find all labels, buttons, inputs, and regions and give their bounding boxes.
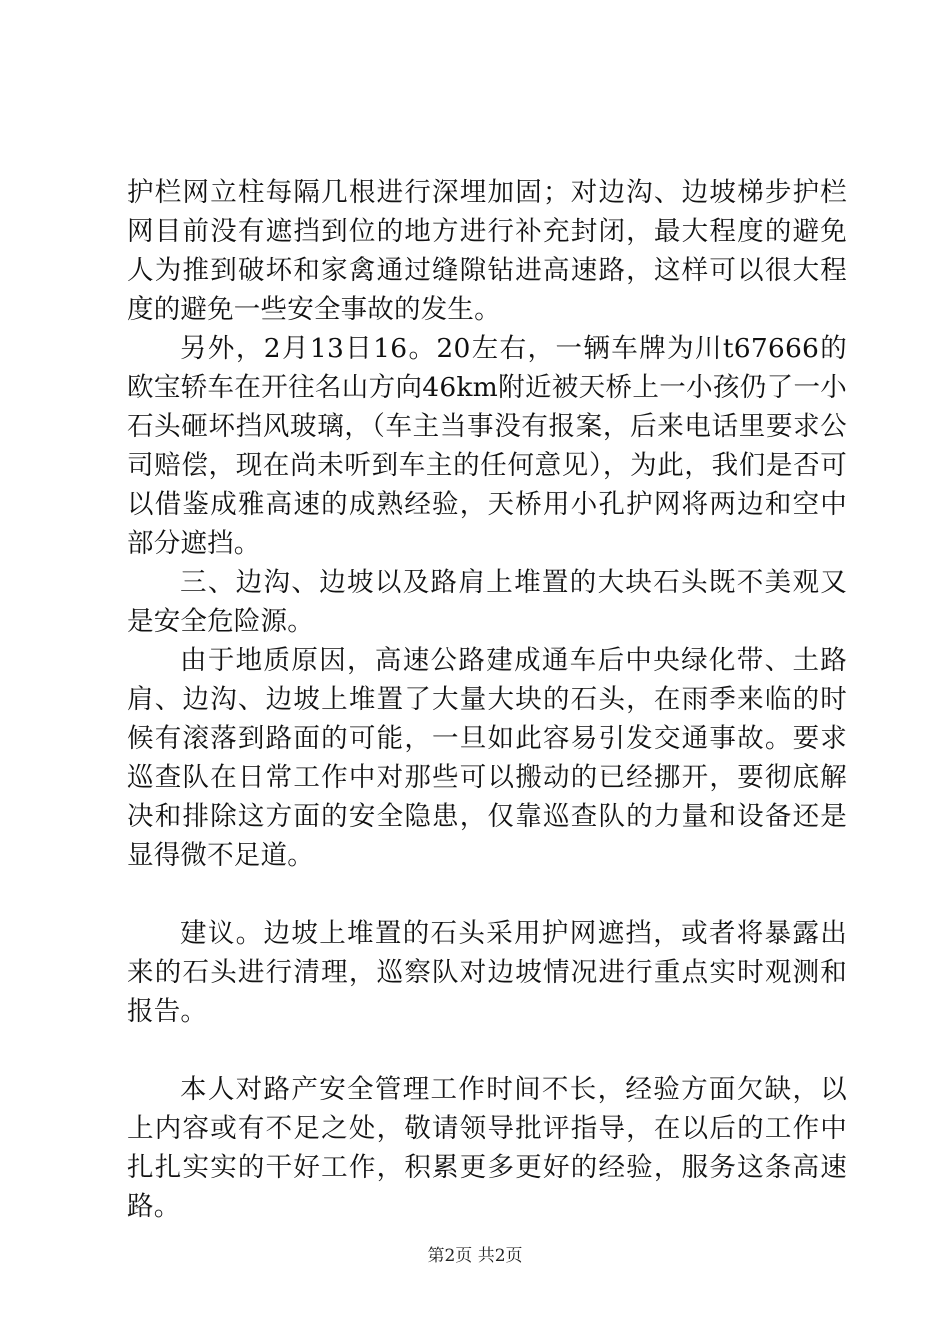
paragraph-windshield-incident: 另外，2月13日16。20左右，一辆车牌为川t67666的欧宝轿车在开往名山方向46km附近被天桥上一小孩仍了一小石头砸坏挡风玻璃，（车主当事没有报案，后来电话里要求公司赔偿，现在尚未听到车主的任何意见），为此，我们是否可以借鉴成雅高速的成熟经验，天桥用小孔护网将两边和空中部分遮挡。 xyxy=(127,333,847,559)
paragraph-closing: 本人对路产安全管理工作时间不长，经验方面欠缺，以上内容或有不足之处，敬请领导批评指导，在以后的工作中扎扎实实的干好工作，积累更多更好的经验，服务这条高速路。 xyxy=(127,1074,847,1222)
paragraph-stone-hazard: 由于地质原因，高速公路建成通车后中央绿化带、土路肩、边沟、边坡上堆置了大量大块的石头，在雨季来临的时候有滚落到路面的可能，一旦如此容易引发交通事故。要求巡查队在日常工作中对那些可以搬动的已经挪开，要彻底解决和排除这方面的安全隐患，仅靠巡查队的力量和设备还是显得微不足道。 xyxy=(127,645,847,871)
page-number-footer: 第2页 共2页 xyxy=(427,1246,523,1266)
paragraph-spacer xyxy=(127,1031,847,1070)
paragraph-spacer xyxy=(127,875,847,914)
paragraph-suggestion: 建议。边坡上堆置的石头采用护网遮挡，或者将暴露出来的石头进行清理，巡察队对边坡情况进行重点实时观测和报告。 xyxy=(127,918,847,1027)
paragraph-guardrail-reinforcement: 护栏网立柱每隔几根进行深埋加固；对边沟、边坡梯步护栏网目前没有遮挡到位的地方进行补充封闭，最大程度的避免人为推到破坏和家禽通过缝隙钻进高速路，这样可以很大程度的避免一些安全事故的发生。 xyxy=(127,177,847,325)
document-body xyxy=(127,173,847,1226)
paragraph-section-three-heading: 三、边沟、边坡以及路肩上堆置的大块石头既不美观又是安全危险源。 xyxy=(127,567,847,637)
